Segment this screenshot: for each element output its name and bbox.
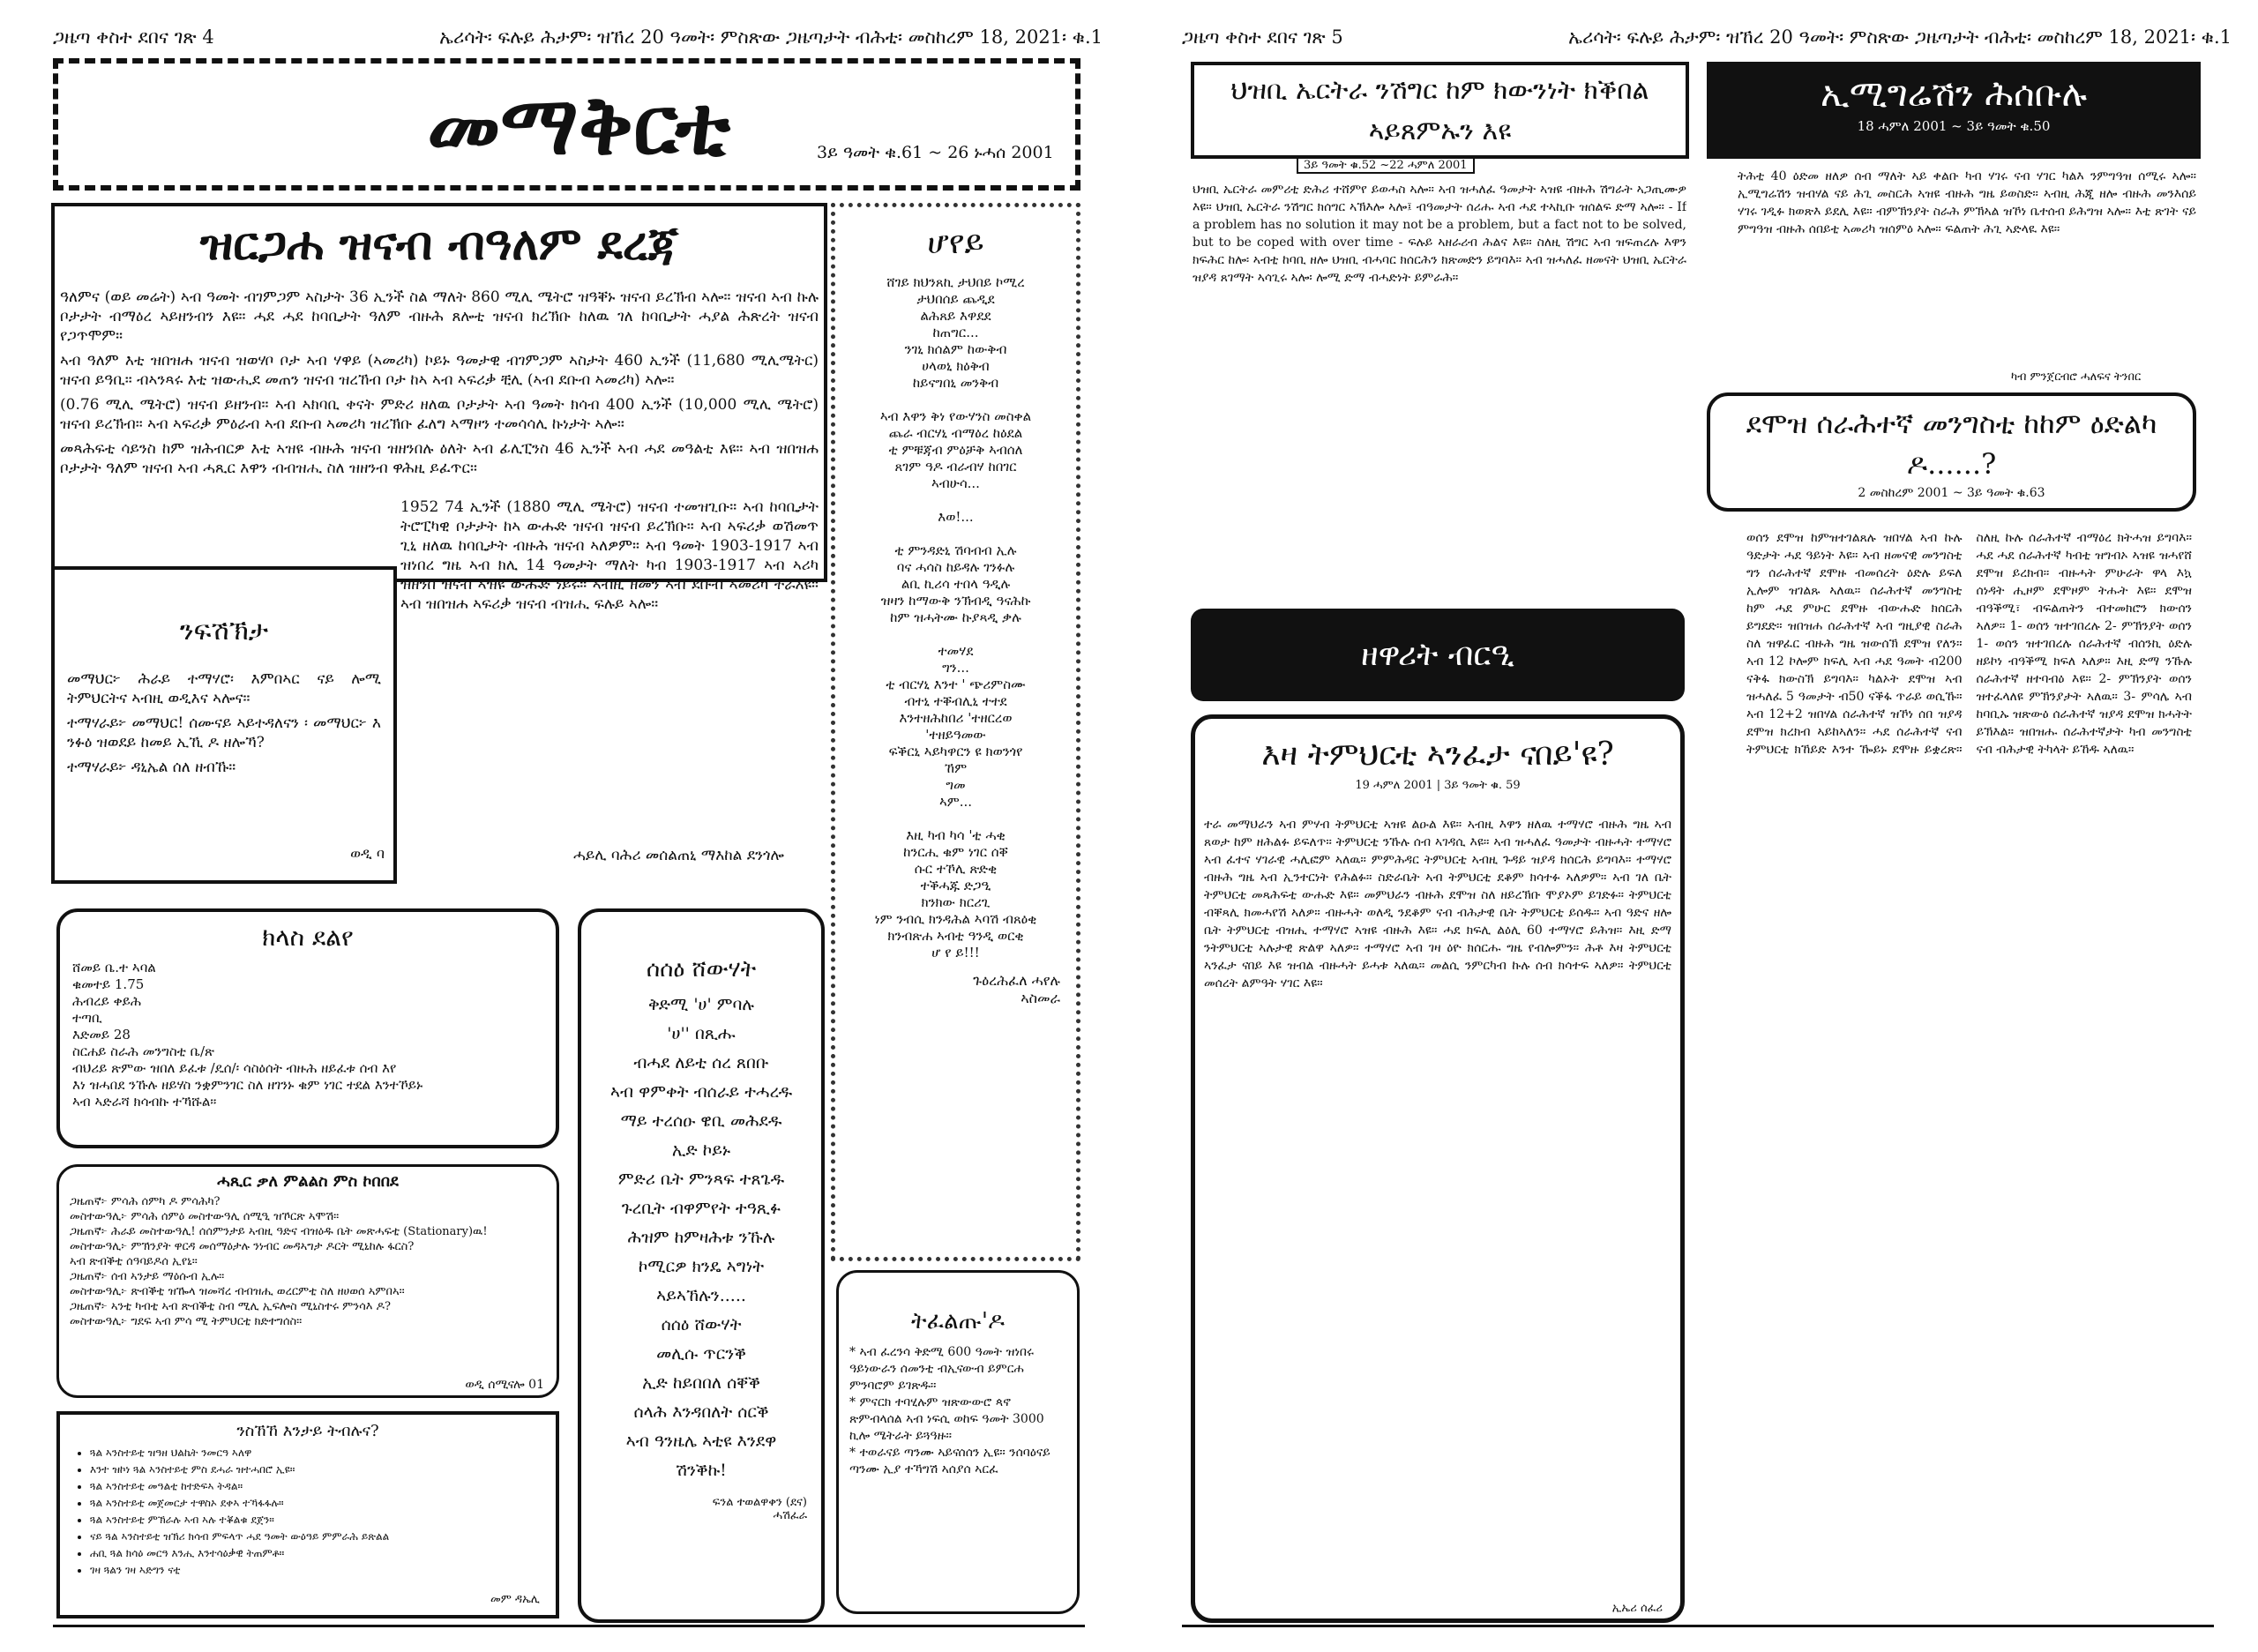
immigration-box: [1707, 62, 2201, 159]
profile-line: ቁመተይ 1.75: [72, 976, 145, 992]
article-people-title: ህዝቢ ኤርትራ ንሽግር ከም ክውንነት ክቕበል ኣይጸምኡን እዩ: [1230, 75, 1649, 146]
quiz-list: [60, 1446, 556, 1578]
poem-title: ሆየይ: [927, 225, 984, 261]
article-people: [1191, 62, 1689, 159]
poem-line: ከጠግር...: [932, 325, 979, 340]
overflow-text: 1952 74 ኢንች (1880 ሚሊ ሜትሮ) ዝናብ ተመዝጊቡ። ኣብ ከባቢታት ትሮፒካዊ ቦታታት ከኣ ውሑድ ዝናብ ዝናብ ይረኽቡ። ኣብ ኣፍሪቃ ወሽመጥ ጊኒ ዘለዉ ከባቢታት ብዙሕ ዝናብ ኣለዎም። ኣብ ዓመት 1903-1917 ኣብ ዝነበረ ግዜ ኣብ ክሊ 14 ዓመታት ማለት ካብ 1903-1917 ኣብ ኣሪካ ዝዘንበ ዝናብ ኣዝዩ ውሑድ ነይሩ። ኣብዚ ዘመን ኣብ ደቡብ ኣመሪካ ተራእዩ። ኣብ ዝበዝሐ ኣፍሪቃ ዝናብ ብዝሒ ፍሉይ ኣሎ።: [400, 498, 819, 613]
notice-line-3: ተማሃራይ፦ ዳኒኤል ሰለ ዘብኹ።: [67, 759, 236, 776]
dialog-box: [56, 1164, 559, 1398]
mid-poem-line: ቅድሚ 'ሀ' ምባሉ: [648, 995, 754, 1014]
poem-author: ጉዕረሕፈለ ሓየሉ: [973, 972, 1060, 989]
education-end: ኢኤሪ ሰፈሪ: [1611, 1602, 1663, 1615]
poem-line: ልቢ ኪሪሳ ተበላ ዓዲሉ: [901, 576, 1011, 592]
poem-line: [848, 626, 1064, 643]
immigration-title: ኢሚግሬሽን ሕሰቡሉ: [1820, 74, 2088, 115]
poem-line: ክንክው ክርሪጊ: [921, 894, 991, 910]
header-right-text: ኤሪሳት፡ ፍሉይ ሕታም፡ ዝኸረ 20 ዓመት፡ ምስጽው ጋዜጣታት ብሕቲ፡ መስከረም 18, 2021፡ ቁ.1: [439, 26, 1103, 48]
profile-line: ብህሪይ ጽምው ዝበለ ይፈቱ /ዴሰ/፡ ሳስዕሰት ብዙሕ ዘይፈቱ ሰብ እየ: [72, 1060, 397, 1076]
poem-line: እንተዘሕከበሪ 'ተዘርረወ: [899, 710, 1013, 726]
profile-title: ክላስ ደልየ: [262, 923, 354, 952]
quiz-sign: መም ዳኤሊ: [490, 1593, 540, 1606]
mid-poem-line: ብሓደ ለይቲ ሰረ ጸበቡ: [633, 1053, 769, 1073]
page-header-left: [53, 26, 1103, 49]
header-left-text: ጋዜጣ ቀስተ ደበና ገጽ 4: [53, 26, 214, 48]
dialog-lines: [59, 1191, 557, 1329]
poem-line: ክንብጽሐ ኣብቲ ዓንዲ ወርቂ: [887, 928, 1024, 944]
section-bar: [1191, 609, 1685, 701]
quiz-item: • ናይ ጓል ኣንስተይቲ ዝኽሪ ክሳብ ምፍላጥ ሓደ ዓመት ውዕዓይ ምምራሕ ይጽልል: [90, 1529, 556, 1544]
dialog-line: መስተውዓሊ፦ ምሳሕ ሰምዕ መስተውዓሊ ሰሚዒ ዝኾርጽ ኣሞሽ።: [70, 1210, 340, 1223]
profile-line: እነ ዝሓበደ ንኹሉ ዘይሃስ ንቋምንገር ስለ ዘገንኑ ቁም ነገር ተደል እንተኾይኑ: [72, 1077, 423, 1093]
poem-line: ከይናግበኒ መንቅብ: [912, 375, 999, 391]
quiz-title: ንስኸኸ እንታይ ትብሉና?: [236, 1422, 379, 1440]
dialog-line: ጋዜጠኛ፦ ሕራይ መስተውዓሊ! ሰሰምንታይ ኣብዚ ዓድና ብዝዕዱ ቤት መጽሓፍቲ (Stationary)ዉ!: [70, 1225, 488, 1238]
salary-issue: 2 መስከረም 2001 ~ 3ይ ዓመት ቁ.63: [1858, 486, 2045, 500]
education-issue: 19 ሓምለ 2001 | 3ይ ዓመት ቁ. 59: [1355, 779, 1521, 792]
right-page: [1129, 0, 2258, 1652]
poem-line: ኣብሁሳ...: [931, 475, 980, 491]
poem-line: ቲ ምንዳድኒ ሽባብብ ኢሉ: [894, 542, 1017, 558]
mid-poem-line: ጉረቢት ብዋምየት ተዓጺፉ: [621, 1199, 781, 1218]
poem-box: [831, 203, 1080, 1261]
poem-line: ዝዛን ከማውቅ ንኽብዲ ዓናሕኩ: [880, 593, 1031, 609]
immigration-issue: 18 ሓምለ 2001 ~ 3ይ ዓመት ቁ.50: [1857, 118, 2051, 134]
poem-line: ጨራ ብርሃኒ ብማዕረ ከዕደል: [888, 425, 1023, 441]
mid-poem-author: ፍንል ተወልዋቀን (ደና): [712, 1496, 807, 1509]
mid-poem-line: ማይ ተረሰዑ ዌቢ መሕደዱ: [620, 1111, 782, 1131]
mid-poem-line: ኮሚርዎ ክንዴ ኣግነት: [638, 1257, 765, 1276]
tip-line: * ምናርክ ተባሂሉም ዝጽውውሮ ጳኖ ጽምብላሰል ኣብ ነፍሲ ወከፍ ዓመት 3000 ኪሎ ሜትራት ይጓዓዙ።: [849, 1395, 1044, 1443]
masthead-title: መማቅርቲ: [427, 78, 730, 173]
mid-poem-box: [578, 908, 825, 1623]
main-article-title: ዝርጋሐ ዝናብ ብዓለም ደረጃ: [199, 217, 679, 271]
main-article: [51, 203, 827, 613]
header-left-text-r: ጋዜጣ ቀስተ ደበና ገጽ 5: [1182, 26, 1343, 48]
mid-poem-line: 'ሀ'' በጺሑ: [667, 1024, 736, 1043]
mid-poem-line: ሕዝም ከምዛሕቱ ንኹሉ: [627, 1228, 775, 1247]
poem-line: ከም ዝሓትሙ ኩያጻዲ ቃሉ: [890, 609, 1021, 625]
notice-box: [51, 566, 397, 884]
profile-box: [56, 908, 559, 1148]
mid-poem-line: ኢድ ኮይኑ: [671, 1140, 731, 1160]
dialog-line: ጋዜጠኛ፦ ምሳሕ ሰምካ ዶ ምሳሕካ?: [70, 1195, 221, 1208]
profile-line: ሕብረይ ቀይሕ: [72, 993, 142, 1009]
section-bar-title: ዘዋሪት ብርዒ: [1361, 637, 1514, 673]
poem-line: እዚ ካብ ካሳ 'ቲ ሓቂ: [906, 827, 1006, 843]
dialog-sign: ወዲ ሰሚናሎ 01: [465, 1378, 544, 1392]
main-para-2: ኣብ ዓለም እቲ ዝበዝሐ ዝናብ ዝወሃቦ ቦታ ኣብ ሃዋይ (ኣመሪካ) ኮይኑ ዓመታዊ ብገምጋም ኣስታት 460 ኢንች (11,680 ሚሊሜትር) ዝናብ ይዓቢ። ብኣንጻሩ እቲ ዝውሒደ መጠን ዝናብ ዝረኸብ ቦታ ከኣ ኣብ ኣፍሪቃ ቺሊ (ኣብ ደቡብ ኣመሪካ) ኣሎ።: [60, 352, 819, 389]
poem-line: ኣም...: [938, 794, 973, 810]
immigration-sign: ካብ ምንጀርብሮ ሓለፍና ትንበር: [2011, 370, 2142, 384]
profile-line: ሸመይ ቤ.ተ ኣባል: [72, 960, 156, 976]
poem-line: ብተኒ ተቐብሊኒ ተተደ: [904, 693, 1007, 709]
dialog-line: መስተውዓሊ፦ ግደፍ ኣብ ምሳ ሚ ትምህርቲ ክድተግሰስ።: [70, 1315, 303, 1328]
education-body: ተራ መማህራን ኣብ ምሃብ ትምህርቲ ኣዝዩ ልዑል እዩ። ኣብዚ እዋን ዘለዉ ተማሃሮ ብዙሕ ግዜ ኣብ ጸወታ ከም ዘሕልፉ ይፍለጥ። ትምህርቲ ንኹሉ ሰብ ኣገዳሲ እዩ። ኣብ ዝሓለፈ ዓመታት ብዙሓት ተማሃሮ ኣብ ፈተና ሃገራዊ ሓሊፎም ኣለዉ። ምምሕዳር ትምህርቲ ኣብዚ ጉዳይ ዝያዳ ክሰርሕ ይግባእ። ተማሃሮ ብዙሕ ግዜ ኣብ ኢንተርነት የሕልፉ። ስድራቤት ኣብ ትምህርቲ ደቆም ክሳተፉ ኣለዎም። ኣብ ገለ ቤት ትምህርቲ መጻሕፍቲ ውሑድ እዩ። መምህራን ብዙሕ ደሞዝ ስለ ዘይረኽቡ ሞያኦም ይገድፉ። ትምህርቲ ብቐጻሊ ክመሓየሽ ኣለዎ። ብዙሓት ወለዲ ንደቆም ናብ ብሕታዊ ቤት ትምህርቲ ይሰዱ። ኣብ ዓድና ዘሎ ቤት ትምህርቲ ብዝሒ ተማሃሮ ኣዝዩ ብዙሕ እዩ። ሓደ ክፍሊ ልዕሊ 60 ተማሃሮ ይሕዝ። እዚ ድማ ንትምህርቲ ኣሉታዊ ጽልዋ ኣለዎ። ተማሃሮ ኣብ ገዛ ዕዮ ክሰርሑ ግዜ የብሎምን። ሕቶ እዛ ትምህርቲ ኣንፈታ ናበይ እዩ ዝብል ብዙሓት ይሓቱ ኣለዉ። መልሲ ንምርካብ ኩሉ ሰብ ክሳተፍ ኣለዎ። ትምህርቲ መሰረት ልምዓት ሃገር እዩ።: [1204, 818, 1671, 990]
tip-box: [836, 1270, 1080, 1614]
poem-line: ንገኒ ክሰልም ከውቅብ: [904, 341, 1007, 357]
mid-poem-title: ሰሰዕ ሸውሃት: [646, 956, 757, 983]
tip-line: * ተወራናይ ጣንሙ ኣይናሰሰን ኢዩ። ንሰባዕናይ ጣንሙ ኢያ ተኻግሽ ኣሰያሰ ኣርፈ: [849, 1446, 1050, 1476]
mid-poem-line: ሽንቕኩ!: [676, 1461, 727, 1480]
dialog-title: ሓጺር ቃለ ምልልስ ምስ ኮበበደ: [217, 1172, 399, 1191]
notice-sign: ወዲ ባ: [350, 845, 385, 862]
main-author: ሓይሊ ባሕሪ መሰልጠኒ ማእከል ደንጎሎ: [573, 847, 784, 864]
salary-body: ወሰን ደሞዝ ከምዝተገልጸሉ ዝበሃል ኣብ ኩሉ ዓድታት ሓደ ዓይነት እዩ። ኣብ ዘመናዊ መንግስቲ ግን ሰራሕተኛ ደሞዙ ብመሰረት ዕድሉ ይፍለ ኢሎም ዝገልጹ ኣለዉ። ሰራሕተኛ መንግስቲ ከም ሓደ ምሁር ደሞዙ ብውሑድ ክሰርሕ ይግደድ። ዝበዝሐ ሰራሕተኛ ኣብ ግዚያዊ ስራሕ ስለ ዝዋፈር ብዙሕ ግዜ ዝውሰኽ ደሞዝ የለን። ኣብ 12 ኮሎም ክፍሊ ኣብ ሓደ ዓመት ብ200 ናቅፋ ክውስኽ ይግባእ። ካልኦት ደሞዝ ኣብ ዝሓለፈ 5 ዓመታት ብ50 ናቕፋ ጥራይ ወሲኹ። ኣብ 12+2 ዝበሃል ሰራሕተኛ ዝኾነ ሰበ ዝያዳ ደሞዝ ክረክብ ኣይከኣለን። ሓደ ሰራሕተኛ ናብ ትምህርቲ ክኸይድ እንተ ዀይኑ ደሞዙ ይቋረጽ። ስለዚ ኩሉ ሰራሕተኛ ብማዕረ ክትሓዝ ይግባእ። ሓደ ሓደ ሰራሕተኛ ካብቲ ዝግብኦ ኣዝዩ ዝሓየሸ ደሞዝ ይረክብ። ብዙሓት ምሁራት ዋላ እኳ ሰነዳት ሒዞም ደሞዞም ትሑት እዩ። ደሞዝ ብዓቕሚ፣ ብፍልጠትን ብተመክሮን ክውሰን ኣለዎ። 1- ወሰን ዝተገበረሉ 2- ምኽንያት ወሰን 1- ወሰን ዝተገበረሉ ሰራሕተኛ ብሰንኪ ዕድሉ ዘይኮነ ብዓቕሚ ክፍለ ኣለዎ። እዚ ድማ ንኹሉ ሰራሕተኛ ዘተባብዕ እዩ። 2- ምኽንያት ወሰን ዝተፈላለዩ ምኽንያታት ኣለዉ። 3- ምሳሌ ኣብ ከባቢኡ ዝጽውዕ ሰራሕተኛ ዝያዳ ደሞዝ ክሓትት ይኽእል። ዝበዝሑ ሰራሕተኛታት ካብ መንግስቲ ናብ ብሕታዊ ትካላት ይኸዱ ኣለዉ።: [1746, 531, 2192, 757]
dialog-line: ጋዜጠኛ፦ ኣንቲ ካብቲ ኣብ ጽብቕቲ ስብ ሚሊ ኢፍሎስ ሚኒስተሩ ምንሳእ ዶ?: [70, 1300, 392, 1313]
poem-line: ታህበሰይ ጨዲደ: [916, 291, 995, 307]
poem-line: ሀላወኒ ክዕቅብ: [922, 358, 990, 374]
quiz-item: • ጓል ኣንስተይቲ ዝዓዘ ህልኬት ንመርዓ ኣለዋ: [90, 1446, 556, 1461]
poem-line: [848, 811, 1064, 827]
immigration-body: ትሕቲ 40 ዕድመ ዘለዎ ሰብ ማለት ኣይ ቀልቡ ካብ ሃገሩ ናብ ሃገር ካልእ ንምግዓዝ ሰሚሩ ኣሎ። ኢሚግሬሽን ዝብሃል ናይ ሕጊ መስርሕ ኣዝዩ ብዙሕ ግዜ ይወስድ። ኣብዚ ሕጂ ዘሎ ብዙሕ መንእሰይ ሃገሩ ገዲፉ ክወጽእ ይደሊ እዩ። ብምኽንያት ስራሕ ምኽኣል ዝኾነ ቤተሰብ ይሕግዝ ኣሎ። እቲ ጽገት ናይ ምግዓዝ ብዙሕ ሰበይቲ ኣመሪካ ዝሰምዕ ኣሎ። ፍልጠት ሕጊ ኣድላዪ እዩ።: [1738, 169, 2196, 236]
poem-line: ነም ንብሲ ክንዳሕል ኣባሽ ብጸዕቂ: [874, 911, 1037, 927]
mid-poem-lines: [581, 990, 821, 1485]
quiz-item: • ጓል ኣንስተይቲ መጀመርታ ተዋስኦ ደቀኣ ተኻፋፋሉ።: [90, 1496, 556, 1511]
poem-line: ሆ የ ይ!!!: [931, 945, 980, 961]
poem-line: ተቕሓጁ ድጋዒ: [920, 878, 991, 893]
article-people-issue: 3ይ ዓመት ቁ.52 ~22 ሓምለ 2001: [1297, 157, 1475, 174]
main-article-body: [60, 288, 819, 490]
poem-line: [848, 392, 1064, 408]
mid-poem-place: ሓሽፈራ: [773, 1509, 807, 1522]
mid-poem-line: ኣብ ዋምቀት ብሰራይ ተሓረዱ: [609, 1082, 793, 1102]
poem-line: ሸገይ ክህንጸኪ ታህበይ ኮሚረ: [886, 274, 1025, 290]
poem-line: እወ!...: [938, 509, 974, 525]
quiz-box: [56, 1411, 559, 1618]
page-header-right: [1182, 26, 2232, 49]
masthead: [53, 58, 1080, 191]
quiz-item: • ገዛ ጓልን ገዛ ኣድግን ናቲ: [90, 1563, 556, 1578]
bottom-rule-left: [53, 1625, 1085, 1627]
dialog-line: ኣብ ጽብቕቲ ሰዓባይዶሰ ኢየኒ።: [70, 1255, 198, 1268]
mid-poem-line: ኢድ ከይበበለ ሰቐቕ: [642, 1373, 760, 1393]
poem-line: ቲ ብርሃኒ እንተ ' ጭሪምስሙ: [886, 676, 1026, 692]
mid-poem-line: ሰላሕ እንዳበለት ሰርቕ: [633, 1402, 769, 1422]
poem-line: ሱር ተኾሊ ጽድቂ: [914, 861, 998, 877]
main-para-3: (0.76 ሚሊ ሜትሮ) ዝናብ ይዘንብ። ኣብ ኣክባቢ ቀናት ምድሪ ዘለዉ ቦታታት ኣብ ዓመት ክሳብ 400 ኢንች (10,000 ሚሊ ሜትሮ) ዝናብ ይረኽብ። ኣብ ኣፍሪቃ ምዕራብ ኣብ ደቡብ ኣመሪካ ዝረኽቡ ፈለግ ኣማዞን ተመሳሳሊ ኩነታት ኣሎ።: [60, 396, 819, 433]
masthead-issue: 3ይ ዓመት ቁ.61 ~ 26 ኑሓሰ 2001: [817, 143, 1054, 162]
poem-line: ኣብ እዋን ቅነ የውሃንስ መስቀል: [879, 408, 1032, 424]
notice-title: ንፍሽኽታ: [179, 616, 269, 647]
poem-line: ባና ሓሳስ ከይዳሉ ገንፉሉ: [896, 559, 1015, 575]
profile-line: እድመይ 28: [72, 1027, 131, 1043]
quiz-item: • እንተ ዝኮነ ጓል ኣንስተይቲ ምስ ደሓራ ዝተሓበሮ ኢዩ።: [90, 1462, 556, 1477]
education-box: [1191, 714, 1685, 1623]
poem-line: ቲ ምቹጃብ ምዕቻቅ ኣብሰለ: [888, 442, 1023, 458]
poem-line: ጸገም ዓዶ ብራብሃ ከበገር: [894, 459, 1017, 475]
header-right-text-r: ኤሪሳት፡ ፍሉይ ሕታም፡ ዝኸረ 20 ዓመት፡ ምስጽው ጋዜጣታት ብሕቲ፡ መስከረም 18, 2021፡ ቁ.1: [1568, 26, 2232, 48]
salary-box: [1707, 392, 2196, 512]
dialog-line: መስተውዓሊ፦ ምኽንያት ዋርዳ መሰማዕታሉ ንነብር መዳኣግታ ዶርት ሚኒከሉ ፋርስ?: [70, 1240, 415, 1253]
poem-line: ግን...: [942, 660, 969, 676]
salary-title: ደሞዝ ሰራሕተኛ መንግስቲ ከከም ዕድልካ ዶ......?: [1746, 407, 2157, 481]
notice-line-1: መማህር፦ ሕራይ ተማሃሮ፡ እምበኣር ናይ ሎሚ ትምህርትና ኣብዚ ወዲእና ኣሎና።: [67, 670, 381, 707]
profile-line: ስርሐይ ስራሕ መንግስቲ ቤ/ጽ: [72, 1043, 214, 1059]
mid-poem-line: ኣብ ዓንዜሌ ኣቲዩ እንደዋ: [625, 1431, 777, 1451]
tip-line: * ኣብ ፈረንሳ ቅድሚ 600 ዓመት ዝነበሩ ዓይነውራን ሰመንቲ ብኢናውብ ይምርሐ ምንባሮም ይገጽዱ።: [849, 1345, 1035, 1393]
poem-line: ኸም: [944, 760, 968, 776]
notice-text: [67, 669, 381, 782]
poem-line: ግመ: [946, 777, 966, 793]
education-title: እዛ ትምህርቲ ኣንፈታ ናበይ'ዩ?: [1261, 736, 1614, 773]
tip-title: ትፈልጡ'ዶ: [911, 1308, 1005, 1334]
quiz-item: • ጓል ኣንስተይቲ ምኽራሉ ኣብ ኣሉ ተቖልቁ ደጀን።: [90, 1513, 556, 1528]
dialog-line: መስተውዓሊ፦ ጽብቕቲ ዝዀላ ዝመሻረ ብብዝሒ ወረርምቲ ስለ ዘሀወሰ ኣምበኣ።: [70, 1285, 405, 1298]
quiz-item: • ሐቢ ጓል ክሳዕ መርዓ እንሒ እንተሳዕቃዊ ትጠምቶ።: [90, 1546, 556, 1561]
main-para-1: ዓለምና (ወይ መሬት) ኣብ ዓመት ብገምጋም ኣስታት 36 ኢንች ስል ማለት 860 ሚሊ ሜትሮ ዝዓቐኑ ዝናብ ይረኽብ ኣሎ። ዝናብ ኣብ ኩሉ ቦታታት ብማዕረ ኣይዘንብን እዩ። ሓደ ሓደ ከባቢታት ዓለም ብዙሕ ጸሎቲ ዝናብ ክረኽቡ ከለዉ ገለ ከባቢታት ሓያል ሕጽረት ዝናብ የጋጥሞም።: [60, 288, 819, 345]
mid-poem-line: መሊሱ ጥርንቕ: [656, 1344, 746, 1364]
notice-line-2: ተማሃራይ፦ መማህር! ሰሙናይ ኣይተዳለናን ፡ መማህር፦ እ ንፉዕ ዝወደይ ከመይ ኢኺ ዶ ዘሎኻ?: [67, 714, 381, 751]
article-people-body: ህዝቢ ኤርትራ መምሪቲ ድሕሪ ተሸምየ ይወሓስ ኣሎ። ኣብ ዝሓለፈ ዓመታት ኣዝዩ ብዙሕ ሽግራት ኣጋጢሙዎ እዩ። ህዝቢ ኤርትራ ንሽግር ክሰግር ኣኽእሎ ኣሎ፤ ብዓመታት ሰሪሑ ኣብ ሓደ ተኣኪቡ ዝሰልፍ ድማ ኣሎ። - If a problem has no solution it may not be a problem, but a fact not to be solved, but to be coped with over time - ፍሉይ ኣዘራሪብ ሕልና እዩ። ስለዚ ሽግር ኣብ ዝፍጠረሉ እዋን ክፍሕር ከሎ፡ ኣብቲ ከባቢ ዘሎ ህዝቢ ብሓባር ክሰርሕን ክጽመድን ይግባእ። ኣብ ዝሓለፈ ዘመናት ህዝቢ ኤርትራ ዝያዳ ጸገማት ኣሳጊሩ ኣሎ፡ ሎሚ ድማ ብሓድነት ይምራሕ።: [1193, 183, 1686, 285]
poem-line: 'ተዘይዓመው: [925, 727, 986, 743]
mid-poem-line: ምድሪ ቤት ምንጻፍ ተጸጌዱ: [617, 1170, 785, 1189]
profile-line: ኣብ ኣድራሻ ክሳብኩ ተኻሹል።: [72, 1094, 217, 1110]
main-para-4: መጻሕፍቲ ሳይንስ ከም ዝሕብርዎ እቲ ኣዝዩ ብዙሕ ዝናብ ዝዘንበሉ ዕለት ኣብ ፊሊፒንስ 46 ኢንች ኣብ ሓደ መዓልቲ እዩ። ኣብ ዝበዝሐ ቦታታት ዓለም ዝናብ ኣብ ሓጺር እዋን ብብዝሒ ስለ ዝዘንብ ዋሕዚ ይፈጥር።: [60, 440, 819, 477]
mid-poem-line: ሰሰዕ ሸውሃት: [661, 1315, 742, 1334]
quiz-item: • ጓል ኣንስተይቲ መዓልቲ ከተድፍኣ ትዳል።: [90, 1479, 556, 1494]
poem-lines: [835, 274, 1076, 961]
poem-line: ተመሃደ: [938, 643, 974, 659]
tip-lines: [839, 1335, 1077, 1487]
poem-line: [848, 492, 1064, 509]
mid-poem-line: ኣይኣኸሉን.....: [656, 1286, 746, 1305]
poem-line: [848, 526, 1064, 542]
poem-line: ፍቕርኒ ኣይካዋርን ዩ ክወንጎየ: [888, 744, 1023, 759]
poem-line: ልሕጸይ እዋደደ: [920, 308, 991, 324]
dialog-line: ጋዜጠኛ፦ ሰብ ኣንታይ ማዕሱብ ኢሉ።: [70, 1270, 225, 1283]
profile-lines: [60, 953, 556, 1110]
poem-place: ኣስመራ: [1021, 990, 1060, 1006]
profile-line: ተጣቢ: [72, 1010, 102, 1026]
bottom-rule-right: [1182, 1625, 2214, 1627]
poem-line: ከንርሒ ቁም ነገር ሰቐ: [903, 844, 1008, 860]
